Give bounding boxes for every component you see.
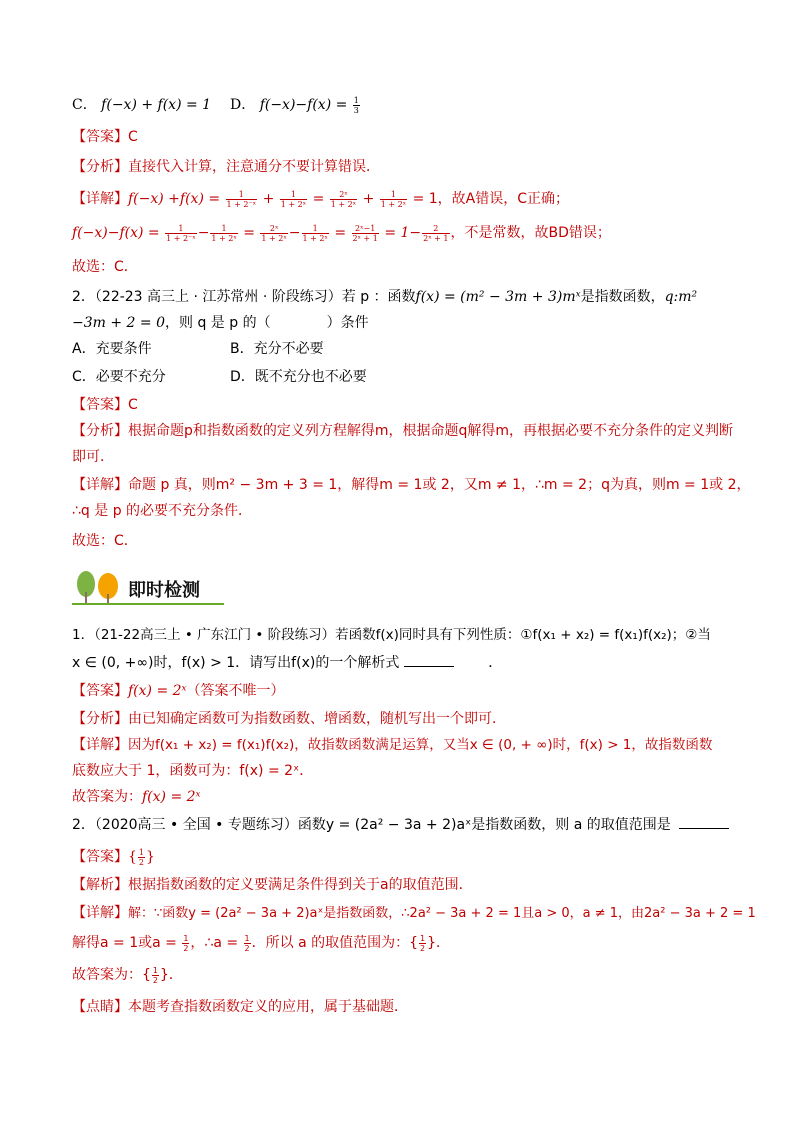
- detail-t2-line-1: [72, 902, 756, 925]
- detail-2b: ∴q 是 p 的必要不充分条件．: [72, 503, 253, 519]
- fraction: [352, 224, 379, 243]
- answer-value: C: [128, 129, 138, 145]
- test-2-line-1: [72, 814, 724, 836]
- fraction: [165, 224, 197, 243]
- question-2-line-1: [72, 286, 724, 308]
- detail-text: 命题 p 真，则m² − 3m + 3 = 1，解得m = 1或 2，又m ≠ 1，∴m = 2；q为真，则m = 1或 2，: [128, 477, 751, 493]
- answer-expr: f(x) = 2ˣ: [128, 683, 187, 699]
- detail-a: 解得a = 1或a =: [72, 935, 182, 951]
- fraction: [302, 224, 329, 243]
- q2-options-cd: [72, 366, 724, 388]
- frac-den: 1 + 2⁻ˣ: [226, 199, 257, 209]
- fraction: [419, 934, 426, 953]
- final-lead: 故答案为：: [72, 967, 142, 983]
- detail-tag: 【详解】: [72, 191, 128, 207]
- comment-tag: 【点睛】: [72, 999, 128, 1015]
- fraction: [152, 966, 159, 985]
- analysis-2b: 即可．: [72, 449, 114, 465]
- analysis-text: 由已知确定函数可为指数函数、增函数，随机写出一个即可．: [128, 711, 506, 727]
- frac-num: 1: [210, 224, 237, 234]
- frac-den: 2ˣ + 1: [423, 233, 449, 243]
- detail-t1-line-2: 底数应大于 1，函数可为：f(x) = 2ˣ．: [72, 763, 314, 779]
- frac-den: 3: [353, 105, 359, 115]
- analysis-tag: 【解析】: [72, 877, 128, 893]
- choose-2: 故选：C．: [72, 533, 138, 549]
- fraction: [138, 848, 145, 867]
- t2-text: 2．（2020高三 • 全国 • 专题练习）函数y = (2a² − 3a + 2)aˣ是指数函数，则 a 的取值范围是: [72, 817, 671, 833]
- test-1-line-2: [72, 652, 724, 674]
- fraction: [422, 224, 449, 243]
- frac-den: 1 + 2ˣ: [302, 233, 328, 243]
- option-d-expr: f(−x)−f(x) =: [259, 97, 352, 113]
- frac-den: 1 + 2ˣ: [211, 233, 237, 243]
- t1-text: x ∈ (0, +∞)时，f(x) > 1．请写出f(x)的一个解析式: [72, 655, 400, 671]
- answer-tag: 【答案】: [72, 849, 128, 865]
- analysis-1: [72, 156, 724, 178]
- q2-expr: f(x) = (m² − 3m + 3)mˣ: [415, 289, 581, 305]
- frac-num: 1: [420, 933, 426, 943]
- answer-tag: 【答案】: [72, 683, 128, 699]
- option-c-expr: f(−x) + f(x) = 1: [101, 97, 212, 113]
- frac-num: 1: [138, 847, 145, 857]
- frac-num: 1: [353, 95, 359, 105]
- fraction: [226, 190, 258, 209]
- frac-num: 1: [152, 965, 159, 975]
- frac-den: 2: [152, 975, 159, 985]
- frac-num: 2ˣ: [260, 224, 287, 234]
- question-2-line-2: [72, 312, 724, 334]
- section-divider: [72, 603, 224, 605]
- analysis-tag: 【分析】: [72, 159, 128, 175]
- analysis-tag: 【分析】: [72, 423, 128, 439]
- analysis-text: 直接代入计算，注意通分不要计算错误．: [128, 159, 380, 175]
- fraction: [260, 224, 287, 243]
- detail-expr: f(−x) +f(x) =: [128, 191, 225, 207]
- choose-1: 故选：C．: [72, 259, 138, 275]
- fraction: [244, 934, 251, 953]
- q2-expr-2: −3m + 2 = 0: [72, 315, 165, 331]
- option-d: D．既不充分也不必要: [230, 369, 367, 385]
- answer-1: [72, 126, 724, 148]
- analysis-text: 根据命题p和指数函数的定义列方程解得m，根据命题q解得m，再根据必要不充分条件的定义判断: [128, 423, 734, 439]
- detail-tag: 【详解】: [72, 737, 128, 753]
- frac-den: 1 + 2ˣ: [280, 199, 307, 209]
- q2-options-ab: [72, 338, 724, 360]
- detail-mid: = 1−: [379, 225, 422, 241]
- answer-2: [72, 394, 724, 416]
- q2-tail-2: ，则 q 是 p 的（ ）条件: [165, 315, 369, 331]
- detail-expr: f(−x)−f(x) =: [72, 225, 165, 241]
- frac-den: 1 + 2ˣ: [261, 233, 287, 243]
- detail-tag: 【详解】: [72, 477, 128, 493]
- final-expr: f(x) = 2ˣ: [142, 789, 201, 805]
- frac-num: 2ˣ−1: [352, 224, 379, 234]
- detail-1b: f(−x)−f(x) = $\frac{1}{\text{1 + 2⁻ˣ}}$ − $\frac{1}{\text{1 + 2ˣ}}$ = $\frac{\text{2ˣ}}{\text{1 + 2ˣ}}$ − $\frac{1}{\text{1 + 2ˣ}}$ = $\frac{\text{2ˣ−1}}{\text{2ˣ + 1}}$ = 1− $\frac{2}{\text{2ˣ + 1}}$ ，不是常数，故BD错误；: [72, 223, 611, 243]
- frac-den: 1 + 2ˣ: [330, 199, 357, 209]
- frac-num: 1: [226, 190, 258, 200]
- frac-den: 1 + 2⁻ˣ: [166, 233, 196, 243]
- analysis-tag: 【分析】: [72, 711, 128, 727]
- answer-t2: [72, 846, 724, 868]
- q2-text: 2．（22-23 高三上 · 江苏常州 · 阶段练习）若 p ：函数: [72, 289, 416, 305]
- test-1-line-1: 1．（21-22高三上 • 广东江门 • 阶段练习）若函数f(x)同时具有下列性质：①f(x₁ + x₂) = f(x₁)f(x₂)；②当: [72, 627, 711, 643]
- analysis-text: 根据指数函数的定义要满足条件得到关于a的取值范围．: [128, 877, 473, 893]
- option-b: B．充分不必要: [230, 341, 324, 357]
- answer-set: { $\frac{1}{2}$ }: [128, 847, 155, 867]
- frac-den: 2: [244, 943, 250, 953]
- q2-q-expr: q:m²: [664, 289, 698, 305]
- detail-2a: [72, 474, 751, 496]
- detail-t1-line-1: [72, 734, 724, 756]
- detail-tail: = 1，故A错误，C正确；: [408, 191, 570, 207]
- frac-num: 1: [244, 933, 250, 943]
- option-d-label: D．: [230, 97, 256, 113]
- fraction: [330, 190, 357, 209]
- option-a: A．充要条件: [72, 341, 152, 357]
- frac-den: 2: [420, 943, 426, 953]
- comment-t2: [72, 996, 724, 1018]
- answer-value: C: [128, 397, 138, 413]
- answer-tag: 【答案】: [72, 129, 128, 145]
- section-title: 即时检测: [128, 580, 200, 601]
- frac-den: 2ˣ + 1: [352, 233, 378, 243]
- answer-tag: 【答案】: [72, 397, 128, 413]
- detail-1a: 【详解】f(−x) +f(x) = $\frac{1}{\text{1 + 2⁻ˣ}}$ + $\frac{1}{\text{1 + 2ˣ}}$ = $\frac{\text{2ˣ}}{\text{1 + 2ˣ}}$ + $\frac{1}{\text{1 + 2ˣ}}$ = 1，故A错误，C正确；: [72, 189, 570, 209]
- detail-b: ，∴a =: [190, 935, 243, 951]
- analysis-t2: [72, 874, 724, 896]
- option-c: C．必要不充分: [72, 369, 166, 385]
- final-answer-t2: 故答案为：{ $\frac{1}{2}$ }．: [72, 965, 183, 985]
- analysis-2a: [72, 420, 734, 442]
- frac-den: 2: [183, 943, 189, 953]
- frac-num: 1: [280, 190, 307, 200]
- detail-text: 因为f(x₁ + x₂) = f(x₁)f(x₂)，故指数函数满足运算，又当x ∈ (0, + ∞)时，f(x) > 1，故指数函数: [128, 737, 713, 753]
- frac-num: 1: [380, 190, 407, 200]
- answer-blank: [404, 654, 454, 667]
- answer-t1: [72, 680, 724, 702]
- frac-num: 2: [422, 224, 449, 234]
- detail-tail: ，不是常数，故BD错误；: [450, 225, 611, 241]
- answer-blank: [679, 816, 729, 829]
- detail-tag: 【详解】: [72, 905, 128, 921]
- answer-note: （答案不唯一）: [186, 683, 285, 699]
- t1-end: ．: [488, 655, 503, 671]
- fraction: [182, 934, 189, 953]
- option-d-fraction: [353, 96, 360, 115]
- frac-num: 1: [183, 933, 189, 943]
- final-answer-t1: [72, 786, 724, 808]
- q2-tail: 是指数函数，: [580, 289, 665, 305]
- detail-t2-line-2: 解得a = 1或a = $\frac{1}{2}$ ，∴a = $\frac{1}{2}$ ．所以 a 的取值范围为：{ $\frac{1}{2}$ }．: [72, 933, 451, 953]
- fraction: [380, 190, 407, 209]
- final-lead: 故答案为：: [72, 789, 142, 805]
- option-c-label: C．: [72, 97, 97, 113]
- fraction: [210, 224, 237, 243]
- fraction: [280, 190, 307, 209]
- frac-num: 1: [165, 224, 197, 234]
- frac-num: 2ˣ: [330, 190, 357, 200]
- frac-den: 1 + 2ˣ: [380, 199, 407, 209]
- detail-c: ．所以 a 的取值范围为：: [251, 935, 410, 951]
- comment-text: 本题考查指数函数定义的应用，属于基础题．: [128, 999, 408, 1015]
- frac-den: 2: [138, 857, 145, 867]
- option-row-cd: [72, 94, 724, 116]
- analysis-t1: [72, 708, 724, 730]
- frac-num: 1: [302, 224, 329, 234]
- detail-text: 解：∵函数y = (2a² − 3a + 2)aˣ是指数函数，∴2a² − 3a + 2 = 1且a > 0，a ≠ 1，由2a² − 3a + 2 = 1: [128, 906, 756, 921]
